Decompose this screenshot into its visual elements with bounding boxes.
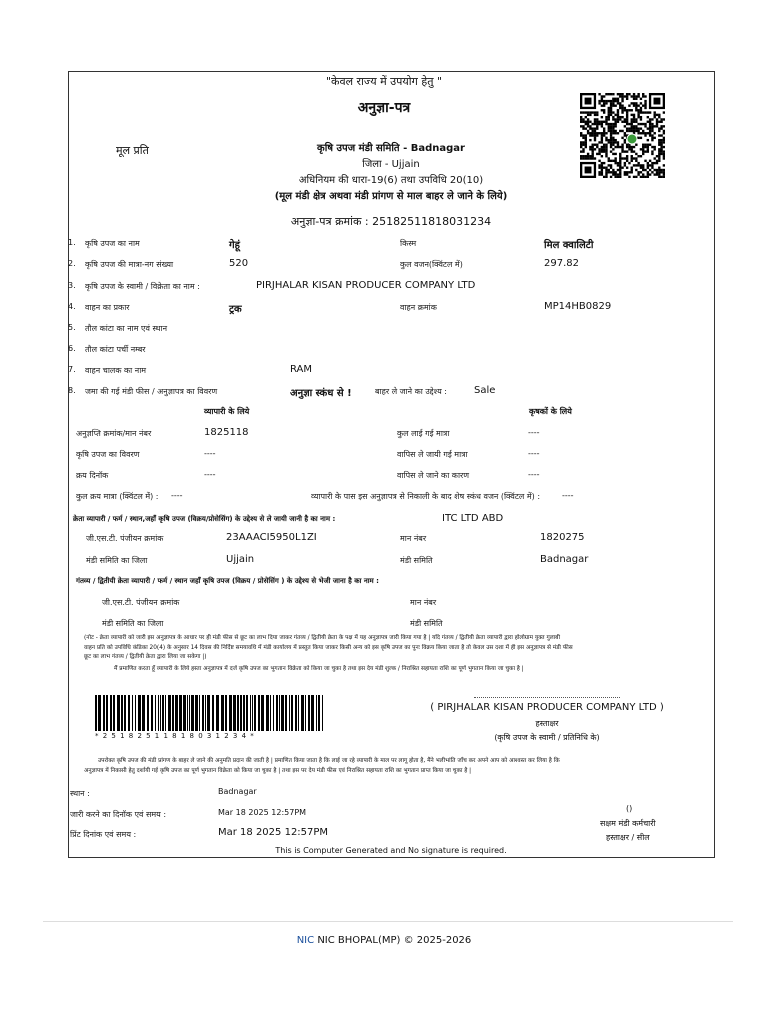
produce-desc-value: ----	[204, 449, 216, 458]
buyer-gst-label: जी.एस.टी. पंजीयन क्रमांक	[86, 534, 164, 543]
row-number: 6.	[68, 344, 76, 353]
returned-qty-label: वापिस ले जायी गई मात्रा	[397, 450, 468, 459]
remaining-stock-label: व्यापारी के पास इस अनुज्ञापत्र से निकाली के बाद शेष स्कंध वजन (क्विंटल में) :	[311, 492, 541, 501]
copyright-text: NIC BHOPAL(MP) © 2025-2026	[317, 935, 472, 946]
returned-qty-value: ----	[528, 449, 540, 458]
officer-title: सक्षम मंडी कर्मचारी	[600, 819, 656, 828]
buyer-man-label: मान नंबर	[400, 534, 427, 543]
permit-number: अनुज्ञा-पत्र क्रमांक : 25182511818031234	[290, 215, 492, 228]
total-purchase-label: कुल क्रय मात्रा (क्विंटल में) :	[76, 492, 159, 501]
officer-name-placeholder: ()	[626, 804, 633, 813]
total-brought-value: ----	[528, 428, 540, 437]
produce-desc-label: कृषि उपज का विवरण	[76, 450, 140, 459]
buyer-heading: क्रेता व्यापारी / फर्म / स्थान,जहॉं कृषि उपज (विक्रय/प्रोसेसिंग) के उद्देश्य से ले जायी जानी है का नाम :	[73, 515, 336, 523]
row-value: 520	[229, 258, 249, 269]
row-number: 8.	[68, 386, 76, 395]
page-footer	[0, 935, 768, 946]
row-value-2: MP14HB0829	[544, 301, 612, 312]
row-number: 4.	[68, 302, 76, 311]
row-number: 7.	[68, 365, 76, 374]
row-label: तौल कांटा का नाम एवं स्थान	[85, 324, 168, 333]
computer-generated-note: This is Computer Generated and No signature is required.	[275, 846, 507, 855]
row-value: गेहूं	[229, 240, 240, 251]
committee-name: कृषि उपज मंडी समिति - Badnagar	[317, 143, 465, 154]
row-label: तौल कांटा पर्ची नम्बर	[85, 345, 146, 354]
signature-line	[474, 697, 620, 698]
row-value: RAM	[290, 364, 313, 375]
row-value-2: Sale	[474, 385, 496, 396]
buyer-name: ITC LTD ABD	[442, 513, 504, 524]
row-value: ट्रक	[229, 304, 242, 315]
barcode-text: * 2 5 1 8 2 5 1 1 8 1 8 0 3 1 2 3 4 *	[95, 732, 255, 740]
row-label: वाहन का प्रकार	[85, 303, 130, 312]
doc-title: अनुज्ञा-पत्र	[357, 100, 411, 116]
row-number: 5.	[68, 323, 76, 332]
row-value: PIRJHALAR KISAN PRODUCER COMPANY LTD	[256, 280, 476, 291]
state-use-note: "केवल राज्य में उपयोग हेतु "	[325, 75, 443, 88]
row-number: 2.	[68, 259, 76, 268]
col-farmer-header: कृषकों के लिये	[529, 407, 572, 416]
owner-role: (कृषि उपज के स्वामी / प्रतिनिधि के)	[494, 733, 600, 742]
dest-mandi-label: मंडी समिति	[410, 619, 443, 628]
row-label: जमा की गई मंडी फीस / अनुज्ञापत्र का विवरण	[85, 387, 218, 396]
buyer-dist: Ujjain	[226, 554, 255, 565]
owner-company: ( PIRJHALAR KISAN PRODUCER COMPANY LTD )	[430, 702, 664, 713]
row-value-2: 297.82	[544, 258, 579, 269]
purchase-date-value: ----	[204, 470, 216, 479]
buyer-man: 1820275	[540, 532, 585, 543]
row-value-2: मिल क्वालिटी	[544, 240, 594, 251]
row-label-2: कुल वजन(क्विंटल में)	[400, 260, 463, 269]
place-value: Badnagar	[218, 787, 257, 796]
district-name: जिला - Ujjain	[362, 159, 420, 170]
act-section: अधिनियम की धारा-19(6) तथा उपविधि 20(10)	[298, 175, 484, 186]
total-brought-label: कुल लाई गई मात्रा	[397, 429, 450, 438]
print-date-label: प्रिंट दिनांक एवं समय :	[70, 830, 137, 839]
total-purchase-value: ----	[171, 491, 183, 500]
dest-gst-label: जी.एस.टी. पंजीयन क्रमांक	[102, 598, 180, 607]
row-label-2: बाहर ले जाने का उद्देश्य :	[375, 387, 447, 396]
row-number: 1.	[68, 238, 76, 247]
row-label-2: वाहन क्रमांक	[400, 303, 437, 312]
qr-code	[580, 93, 665, 178]
officer-sign-label: हस्ताक्षर / सील	[606, 833, 650, 842]
buyer-dist-label: मंडी समिति का जिला	[86, 556, 148, 565]
row-label: कृषि उपज की मात्रा-नग संख्या	[85, 260, 174, 269]
row-label: कृषि उपज का नाम	[85, 239, 140, 248]
print-date-value: Mar 18 2025 12:57PM	[218, 827, 329, 838]
place-label: स्थान :	[70, 789, 90, 798]
certification-text: उपरोक्त कृषि उपज की मंडी प्रांगण के बाहर ले जाने की अनुमति प्रदान की जाती है | प्रमाणित किया जाता है कि लाई जा रहे व्यापारी के माल पर लागू होता है, मैंने भलीभांति जाँच कर अपने आप को आश्वस्त कर लिया है कि अनुज्ञापत्र में निकासी हेतु दर्शायी गई कृषि उपज का पूर्ण भुगतान विक्रेता को किया जा चुका है | तथा इस पर देय मंडी फीस एवं निराश्रित सहायता राशि का भुगतान प्राप्त किया जा चुका है |	[84, 758, 560, 774]
dest-heading: गंतव्य / द्वितीयी क्रेता व्यापारी / फर्म / स्थान जहॉं कृषि उपज (विक्रय / प्रोसेसिंग ) के उद्देश्य से भेजी जाना है का नाम :	[76, 577, 379, 585]
permit-barcode	[95, 695, 323, 731]
issue-date-value: Mar 18 2025 12:57PM	[218, 808, 307, 817]
buyer-mandi: Badnagar	[540, 554, 589, 565]
remaining-stock-value: ----	[562, 491, 574, 500]
row-value: अनुज्ञा स्कंध से !	[290, 388, 352, 399]
license-label: अनुज्ञप्ति क्रमांक/मान नंबर	[76, 429, 152, 438]
legal-note: (नोट - क्रेता व्यापारी को जारी इस अनुज्ञापत्र के आधार पर ही मंडी फीस से छूट का लाभ दिया जाकर गंतव्य / द्वितीयी क्रेता के पक्ष में यह अनुज्ञापत्र जारी किया गया है | यदि गंतव्य / द्वितीयी क्रेता व्यापारी द्वारा होलोग्राम युक्त गुलाबी वाहन प्रति को उपविधि कंडिका 20(4) के अनुसार 14 दिवस की निर्दिष्ट समयावधि में मंडी कार्यालय में प्रस्तुत किया जाकर किसी अन्य को इस कृषि उपज का पुनः विक्रय किया जाता है तो केवल उस दशा में ही इस अनुज्ञापत्र से मंडी फीस छूट का लाभ गंतव्य / द्वितीयी क्रेता द्वारा लिया जा सकेगा |) मैं प्रमाणित करता हूँ व्यापारी के लिये हस्ता अनुज्ञापत्र में दर्ज कृषि उपज का भुगतान विक्रेता को किया जा चुका है तथा इस देय मंडी शुल्क / निराश्रित सहायता राशि का पूर्ण भुगतान किया जा चुका है |	[84, 635, 573, 672]
return-reason-value: ----	[528, 470, 540, 479]
row-label-2: किस्म	[400, 239, 417, 248]
owner-sign-label: हस्ताक्षर	[535, 719, 559, 728]
buyer-mandi-label: मंडी समिति	[400, 556, 433, 565]
purchase-date-label: क्रय दिनॉक	[76, 471, 109, 480]
permit-purpose: (मूल मंडी क्षेत्र अथवा मंडी प्रांगण से माल बाहर ले जाने के लिये)	[274, 191, 508, 202]
row-label: कृषि उपज के स्वामी / विक्रेता का नाम :	[85, 282, 200, 291]
issue-date-label: जारी करने का दिनॉक एवं समय :	[70, 810, 167, 819]
footer-divider	[43, 921, 733, 922]
dest-dist-label: मंडी समिति का जिला	[102, 619, 164, 628]
return-reason-label: वापिस ले जाने का कारण	[397, 471, 470, 480]
dest-man-label: मान नंबर	[410, 598, 437, 607]
col-trader-header: व्यापारी के लिये	[204, 407, 250, 416]
copy-label: मूल प्रति	[116, 144, 149, 157]
row-label: वाहन चालक का नाम	[85, 366, 147, 375]
license-value: 1825118	[204, 427, 249, 438]
buyer-gst: 23AAACI5950L1ZI	[226, 532, 317, 543]
nic-logo-text: NIC	[296, 935, 315, 946]
row-number: 3.	[68, 281, 76, 290]
